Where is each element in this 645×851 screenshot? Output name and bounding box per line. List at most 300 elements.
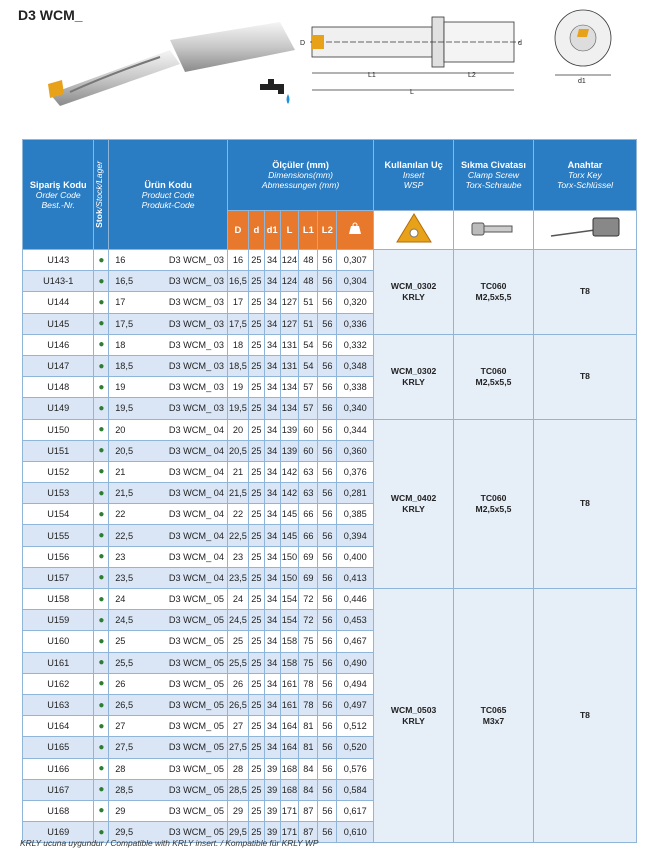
dim-cell-l: 161 xyxy=(280,694,299,715)
dim-cell-l: 142 xyxy=(280,461,299,482)
order-code-cell: U146 xyxy=(23,334,94,355)
order-code-cell: U168 xyxy=(23,800,94,821)
dim-cell-d1: 39 xyxy=(264,779,280,800)
dim-cell-l2: 56 xyxy=(318,567,337,588)
dim-cell-d: 29,5 xyxy=(227,822,248,843)
stock-dot-icon: ● xyxy=(94,694,109,715)
insert-cell: WCM_0503 KRLY xyxy=(374,589,454,843)
label-D: D xyxy=(300,40,306,47)
dim-cell-d1: 34 xyxy=(264,377,280,398)
dim-header-kg xyxy=(337,211,374,250)
dim-cell-kg: 0,348 xyxy=(337,355,374,376)
stock-dot-icon: ● xyxy=(94,250,109,271)
dim-cell-d: 16 xyxy=(227,250,248,271)
product-code-cell: 26,5 D3 WCM_ 05 xyxy=(109,694,228,715)
dim-cell-l1: 81 xyxy=(299,737,318,758)
dim-cell-l: 134 xyxy=(280,377,299,398)
end-view-drawing xyxy=(545,5,625,85)
dim-cell-kg: 0,494 xyxy=(337,673,374,694)
dim-cell-kg: 0,520 xyxy=(337,737,374,758)
dim-cell-l1: 66 xyxy=(299,504,318,525)
stock-dot-icon: ● xyxy=(94,461,109,482)
order-code-cell: U154 xyxy=(23,504,94,525)
dim-cell-d: 19,5 xyxy=(227,398,248,419)
order-code-cell: U162 xyxy=(23,673,94,694)
screw-cell: TC065 M3x7 xyxy=(454,589,534,843)
dim-cell-d: 26 xyxy=(227,673,248,694)
dim-cell-l: 139 xyxy=(280,419,299,440)
dim-cell-d: 17,5 xyxy=(227,313,248,334)
dim-cell-d: 25 xyxy=(248,292,264,313)
dim-cell-l2: 56 xyxy=(318,694,337,715)
dim-cell-d1: 34 xyxy=(264,271,280,292)
product-code-cell: 18 D3 WCM_ 03 xyxy=(109,334,228,355)
dim-cell-l1: 48 xyxy=(299,271,318,292)
dim-cell-d1: 34 xyxy=(264,483,280,504)
label-L2: L2 xyxy=(468,72,476,79)
dim-cell-d: 16,5 xyxy=(227,271,248,292)
dim-header-d: D xyxy=(227,211,248,250)
dim-cell-d1: 34 xyxy=(264,589,280,610)
order-code-cell: U151 xyxy=(23,440,94,461)
dim-cell-l2: 56 xyxy=(318,631,337,652)
dim-cell-l: 150 xyxy=(280,546,299,567)
dim-cell-d1: 34 xyxy=(264,334,280,355)
dim-cell-l2: 56 xyxy=(318,419,337,440)
stock-dot-icon: ● xyxy=(94,440,109,461)
dim-cell-l2: 56 xyxy=(318,525,337,546)
torx-key-icon xyxy=(545,214,625,244)
dim-cell-d: 21 xyxy=(227,461,248,482)
dim-cell-l: 145 xyxy=(280,525,299,546)
stock-dot-icon: ● xyxy=(94,525,109,546)
product-code-cell: 27 D3 WCM_ 05 xyxy=(109,716,228,737)
dim-cell-l1: 57 xyxy=(299,398,318,419)
dim-cell-l1: 66 xyxy=(299,525,318,546)
dim-cell-kg: 0,584 xyxy=(337,779,374,800)
insert-cell: WCM_0402 KRLY xyxy=(374,419,454,589)
dim-cell-d: 18,5 xyxy=(227,355,248,376)
dim-cell-d1: 34 xyxy=(264,419,280,440)
dim-cell-l2: 56 xyxy=(318,313,337,334)
stock-dot-icon: ● xyxy=(94,758,109,779)
dim-cell-d: 25 xyxy=(248,737,264,758)
order-code-cell: U167 xyxy=(23,779,94,800)
product-code-cell: 16,5 D3 WCM_ 03 xyxy=(109,271,228,292)
dim-cell-l: 139 xyxy=(280,440,299,461)
stock-dot-icon: ● xyxy=(94,313,109,334)
dim-cell-d: 25 xyxy=(248,483,264,504)
dim-cell-l1: 51 xyxy=(299,292,318,313)
stock-dot-icon: ● xyxy=(94,398,109,419)
dim-cell-d1: 34 xyxy=(264,716,280,737)
table-row xyxy=(23,419,637,440)
order-code-cell: U165 xyxy=(23,737,94,758)
product-code-cell: 17,5 D3 WCM_ 03 xyxy=(109,313,228,334)
dim-cell-l1: 54 xyxy=(299,355,318,376)
dim-cell-l: 161 xyxy=(280,673,299,694)
dim-cell-kg: 0,320 xyxy=(337,292,374,313)
stock-dot-icon: ● xyxy=(94,567,109,588)
dim-cell-l2: 56 xyxy=(318,673,337,694)
dim-header-d1: d1 xyxy=(264,211,280,250)
table-row xyxy=(23,589,637,610)
dim-cell-kg: 0,344 xyxy=(337,419,374,440)
dim-header-l: L xyxy=(280,211,299,250)
dim-cell-l: 164 xyxy=(280,716,299,737)
dim-cell-l: 154 xyxy=(280,610,299,631)
label-d1: d1 xyxy=(578,78,586,85)
stock-dot-icon: ● xyxy=(94,779,109,800)
dim-cell-l1: 78 xyxy=(299,673,318,694)
stock-dot-icon: ● xyxy=(94,504,109,525)
dim-cell-d1: 34 xyxy=(264,546,280,567)
order-code-cell: U150 xyxy=(23,419,94,440)
dim-cell-d: 25 xyxy=(248,419,264,440)
stock-dot-icon: ● xyxy=(94,673,109,694)
dim-cell-l: 158 xyxy=(280,631,299,652)
dim-cell-d: 28,5 xyxy=(227,779,248,800)
dim-cell-d1: 34 xyxy=(264,355,280,376)
label-d: d xyxy=(518,40,522,47)
stock-dot-icon: ● xyxy=(94,610,109,631)
dim-cell-l1: 75 xyxy=(299,652,318,673)
dim-cell-l2: 56 xyxy=(318,779,337,800)
key-cell: T8 xyxy=(533,589,636,843)
product-code-cell: 18,5 D3 WCM_ 03 xyxy=(109,355,228,376)
dim-cell-d: 29 xyxy=(227,800,248,821)
product-table xyxy=(22,139,637,843)
order-code-cell: U159 xyxy=(23,610,94,631)
dim-cell-l1: 69 xyxy=(299,546,318,567)
dim-cell-l: 131 xyxy=(280,355,299,376)
dim-cell-l1: 72 xyxy=(299,610,318,631)
dim-cell-d: 23,5 xyxy=(227,567,248,588)
dim-cell-kg: 0,281 xyxy=(337,483,374,504)
dim-cell-l1: 87 xyxy=(299,822,318,843)
dim-cell-l: 158 xyxy=(280,652,299,673)
order-code-cell: U164 xyxy=(23,716,94,737)
stock-dot-icon: ● xyxy=(94,483,109,504)
order-code-cell: U166 xyxy=(23,758,94,779)
dim-cell-l1: 57 xyxy=(299,377,318,398)
dim-cell-kg: 0,332 xyxy=(337,334,374,355)
dim-cell-l1: 63 xyxy=(299,461,318,482)
dim-cell-l1: 84 xyxy=(299,758,318,779)
dim-cell-l2: 56 xyxy=(318,440,337,461)
dim-cell-l1: 48 xyxy=(299,250,318,271)
dim-cell-d: 25 xyxy=(248,673,264,694)
stock-dot-icon: ● xyxy=(94,334,109,355)
dim-cell-d: 19 xyxy=(227,377,248,398)
stock-dot-icon: ● xyxy=(94,652,109,673)
dim-cell-d1: 34 xyxy=(264,398,280,419)
col-product-code: Ürün Kodu Product Code Produkt-Code xyxy=(109,140,228,250)
product-code-cell: 22 D3 WCM_ 04 xyxy=(109,504,228,525)
dim-cell-d: 25 xyxy=(248,631,264,652)
dim-cell-d: 25 xyxy=(248,694,264,715)
product-code-cell: 21 D3 WCM_ 04 xyxy=(109,461,228,482)
dim-cell-kg: 0,617 xyxy=(337,800,374,821)
dim-cell-d1: 34 xyxy=(264,313,280,334)
dim-cell-l2: 56 xyxy=(318,546,337,567)
insert-image xyxy=(374,211,454,250)
dim-cell-kg: 0,385 xyxy=(337,504,374,525)
dim-cell-l2: 56 xyxy=(318,822,337,843)
screw-cell: TC060 M2,5x5,5 xyxy=(454,419,534,589)
dim-cell-l: 150 xyxy=(280,567,299,588)
key-cell: T8 xyxy=(533,419,636,589)
product-code-cell: 29,5 D3 WCM_ 05 xyxy=(109,822,228,843)
dim-cell-d: 25 xyxy=(248,716,264,737)
dim-cell-d: 25 xyxy=(248,546,264,567)
dim-cell-l1: 78 xyxy=(299,694,318,715)
dim-cell-kg: 0,376 xyxy=(337,461,374,482)
dim-cell-l2: 56 xyxy=(318,483,337,504)
stock-dot-icon: ● xyxy=(94,377,109,398)
dim-cell-d1: 34 xyxy=(264,652,280,673)
dim-cell-l2: 56 xyxy=(318,250,337,271)
product-code-cell: 17 D3 WCM_ 03 xyxy=(109,292,228,313)
dim-cell-l: 171 xyxy=(280,822,299,843)
dim-cell-l2: 56 xyxy=(318,334,337,355)
dim-cell-d: 25 xyxy=(248,271,264,292)
product-code-cell: 16 D3 WCM_ 03 xyxy=(109,250,228,271)
dim-cell-d1: 39 xyxy=(264,822,280,843)
dim-cell-l: 171 xyxy=(280,800,299,821)
product-code-cell: 25 D3 WCM_ 05 xyxy=(109,631,228,652)
weight-icon xyxy=(348,222,362,235)
dim-cell-d: 27 xyxy=(227,716,248,737)
dim-cell-d1: 34 xyxy=(264,525,280,546)
dim-cell-kg: 0,446 xyxy=(337,589,374,610)
dim-cell-d1: 34 xyxy=(264,567,280,588)
dim-cell-kg: 0,400 xyxy=(337,546,374,567)
dim-cell-l2: 56 xyxy=(318,737,337,758)
dim-cell-l2: 56 xyxy=(318,292,337,313)
dim-cell-d1: 34 xyxy=(264,440,280,461)
dim-cell-d1: 39 xyxy=(264,800,280,821)
dim-cell-d: 25 xyxy=(248,652,264,673)
screw-cell: TC060 M2,5x5,5 xyxy=(454,250,534,335)
dim-header-l2: L2 xyxy=(318,211,337,250)
dim-cell-d1: 34 xyxy=(264,504,280,525)
dim-cell-d: 24 xyxy=(227,589,248,610)
dim-cell-d: 25 xyxy=(248,504,264,525)
dim-cell-l2: 56 xyxy=(318,758,337,779)
dim-cell-l: 131 xyxy=(280,334,299,355)
screw-image xyxy=(454,211,534,250)
dim-cell-l: 145 xyxy=(280,504,299,525)
dim-header-l1: L1 xyxy=(299,211,318,250)
dim-cell-l: 142 xyxy=(280,483,299,504)
dim-cell-l: 168 xyxy=(280,758,299,779)
dim-cell-d: 25 xyxy=(248,567,264,588)
key-cell: T8 xyxy=(533,250,636,335)
col-order-code: Sipariş Kodu Order Code Best.-Nr. xyxy=(23,140,94,250)
dim-cell-l2: 56 xyxy=(318,800,337,821)
order-code-cell: U157 xyxy=(23,567,94,588)
dim-cell-l: 154 xyxy=(280,589,299,610)
stock-dot-icon: ● xyxy=(94,716,109,737)
dim-cell-d: 22 xyxy=(227,504,248,525)
key-cell: T8 xyxy=(533,334,636,419)
dim-cell-l1: 60 xyxy=(299,440,318,461)
stock-dot-icon: ● xyxy=(94,355,109,376)
dim-cell-d1: 34 xyxy=(264,737,280,758)
dim-cell-kg: 0,307 xyxy=(337,250,374,271)
product-code-cell: 19,5 D3 WCM_ 03 xyxy=(109,398,228,419)
dim-cell-d: 20 xyxy=(227,419,248,440)
dim-cell-l1: 84 xyxy=(299,779,318,800)
dim-header-d: d xyxy=(248,211,264,250)
dim-cell-kg: 0,340 xyxy=(337,398,374,419)
stock-dot-icon: ● xyxy=(94,546,109,567)
dim-cell-kg: 0,336 xyxy=(337,313,374,334)
insert-cell: WCM_0302 KRLY xyxy=(374,334,454,419)
dim-cell-d: 18 xyxy=(227,334,248,355)
dim-cell-l: 127 xyxy=(280,313,299,334)
product-code-cell: 29 D3 WCM_ 05 xyxy=(109,800,228,821)
product-code-cell: 25,5 D3 WCM_ 05 xyxy=(109,652,228,673)
dim-cell-d: 25 xyxy=(248,779,264,800)
dim-cell-d: 24,5 xyxy=(227,610,248,631)
dim-cell-l1: 81 xyxy=(299,716,318,737)
order-code-cell: U143 xyxy=(23,250,94,271)
dim-cell-l2: 56 xyxy=(318,652,337,673)
col-insert: Kullanılan Uç Insert WSP xyxy=(374,140,454,211)
dim-cell-kg: 0,453 xyxy=(337,610,374,631)
dim-cell-l2: 56 xyxy=(318,271,337,292)
stock-dot-icon: ● xyxy=(94,589,109,610)
dim-cell-l2: 56 xyxy=(318,461,337,482)
dim-cell-d: 22,5 xyxy=(227,525,248,546)
dim-cell-kg: 0,490 xyxy=(337,652,374,673)
dim-cell-d: 25 xyxy=(248,334,264,355)
dim-cell-kg: 0,304 xyxy=(337,271,374,292)
label-L1: L1 xyxy=(368,72,376,79)
dim-cell-d: 17 xyxy=(227,292,248,313)
insert-cell: WCM_0302 KRLY xyxy=(374,250,454,335)
screw-cell: TC060 M2,5x5,5 xyxy=(454,334,534,419)
dim-cell-d: 20,5 xyxy=(227,440,248,461)
dim-cell-l1: 60 xyxy=(299,419,318,440)
product-code-cell: 20 D3 WCM_ 04 xyxy=(109,419,228,440)
insert-icon xyxy=(394,211,434,247)
dim-cell-l1: 87 xyxy=(299,800,318,821)
product-code-cell: 23,5 D3 WCM_ 04 xyxy=(109,567,228,588)
stock-dot-icon: ● xyxy=(94,292,109,313)
dim-cell-l2: 56 xyxy=(318,377,337,398)
dim-cell-d1: 34 xyxy=(264,673,280,694)
product-code-cell: 22,5 D3 WCM_ 04 xyxy=(109,525,228,546)
product-code-cell: 21,5 D3 WCM_ 04 xyxy=(109,483,228,504)
product-code-cell: 28 D3 WCM_ 05 xyxy=(109,758,228,779)
stock-dot-icon: ● xyxy=(94,800,109,821)
dim-cell-kg: 0,512 xyxy=(337,716,374,737)
dim-cell-kg: 0,338 xyxy=(337,377,374,398)
order-code-cell: U156 xyxy=(23,546,94,567)
dim-cell-kg: 0,497 xyxy=(337,694,374,715)
order-code-cell: U169 xyxy=(23,822,94,843)
order-code-cell: U155 xyxy=(23,525,94,546)
stock-dot-icon: ● xyxy=(94,737,109,758)
stock-dot-icon: ● xyxy=(94,419,109,440)
dim-cell-d: 25 xyxy=(248,440,264,461)
dim-cell-l1: 75 xyxy=(299,631,318,652)
dim-cell-d: 26,5 xyxy=(227,694,248,715)
dim-cell-d: 25 xyxy=(248,377,264,398)
table-row xyxy=(23,334,637,355)
order-code-cell: U160 xyxy=(23,631,94,652)
dim-cell-d1: 34 xyxy=(264,694,280,715)
dim-cell-l1: 63 xyxy=(299,483,318,504)
order-code-cell: U148 xyxy=(23,377,94,398)
dim-cell-kg: 0,610 xyxy=(337,822,374,843)
col-dimensions: Ölçüler (mm) Dimensions(mm) Abmessungen (mm) xyxy=(227,140,373,211)
product-code-cell: 19 D3 WCM_ 03 xyxy=(109,377,228,398)
stock-dot-icon: ● xyxy=(94,631,109,652)
dim-cell-kg: 0,467 xyxy=(337,631,374,652)
dim-cell-d: 25 xyxy=(248,355,264,376)
product-code-cell: 26 D3 WCM_ 05 xyxy=(109,673,228,694)
order-code-cell: U163 xyxy=(23,694,94,715)
product-code-cell: 27,5 D3 WCM_ 05 xyxy=(109,737,228,758)
dim-cell-d: 25 xyxy=(227,631,248,652)
dim-cell-kg: 0,413 xyxy=(337,567,374,588)
label-L: L xyxy=(410,89,414,95)
dim-cell-d: 23 xyxy=(227,546,248,567)
dim-cell-d: 27,5 xyxy=(227,737,248,758)
dim-cell-l: 164 xyxy=(280,737,299,758)
dim-cell-kg: 0,394 xyxy=(337,525,374,546)
order-code-cell: U145 xyxy=(23,313,94,334)
technical-drawing xyxy=(290,5,530,95)
dim-cell-l: 124 xyxy=(280,250,299,271)
table-row xyxy=(23,250,637,271)
screw-icon xyxy=(470,219,516,239)
dim-cell-l2: 56 xyxy=(318,504,337,525)
dim-cell-l: 124 xyxy=(280,271,299,292)
col-key: Anahtar Torx Key Torx-Schlüssel xyxy=(533,140,636,211)
dim-cell-d1: 34 xyxy=(264,292,280,313)
footnote: KRLY ucuna uygundur / Compatible with KRLY insert. / Kompatible für KRLY WP xyxy=(20,838,319,848)
order-code-cell: U143-1 xyxy=(23,271,94,292)
dim-cell-d1: 34 xyxy=(264,610,280,631)
dim-cell-d: 25,5 xyxy=(227,652,248,673)
dim-cell-d: 25 xyxy=(248,525,264,546)
dim-cell-l2: 56 xyxy=(318,716,337,737)
col-stock: Stok/Stock/Lager xyxy=(94,140,109,250)
dim-cell-l1: 72 xyxy=(299,589,318,610)
dim-cell-d1: 34 xyxy=(264,631,280,652)
dim-cell-d: 25 xyxy=(248,758,264,779)
dim-cell-d: 25 xyxy=(248,610,264,631)
dim-cell-d1: 34 xyxy=(264,461,280,482)
stock-dot-icon: ● xyxy=(94,271,109,292)
dim-cell-d: 25 xyxy=(248,822,264,843)
dim-cell-d: 25 xyxy=(248,800,264,821)
order-code-cell: U152 xyxy=(23,461,94,482)
dim-cell-l1: 51 xyxy=(299,313,318,334)
dim-cell-l2: 56 xyxy=(318,398,337,419)
product-code-cell: 24,5 D3 WCM_ 05 xyxy=(109,610,228,631)
key-image xyxy=(533,211,636,250)
dim-cell-d: 25 xyxy=(248,589,264,610)
order-code-cell: U147 xyxy=(23,355,94,376)
col-screw: Sıkma Civatası Clamp Screw Torx-Schraube xyxy=(454,140,534,211)
order-code-cell: U149 xyxy=(23,398,94,419)
